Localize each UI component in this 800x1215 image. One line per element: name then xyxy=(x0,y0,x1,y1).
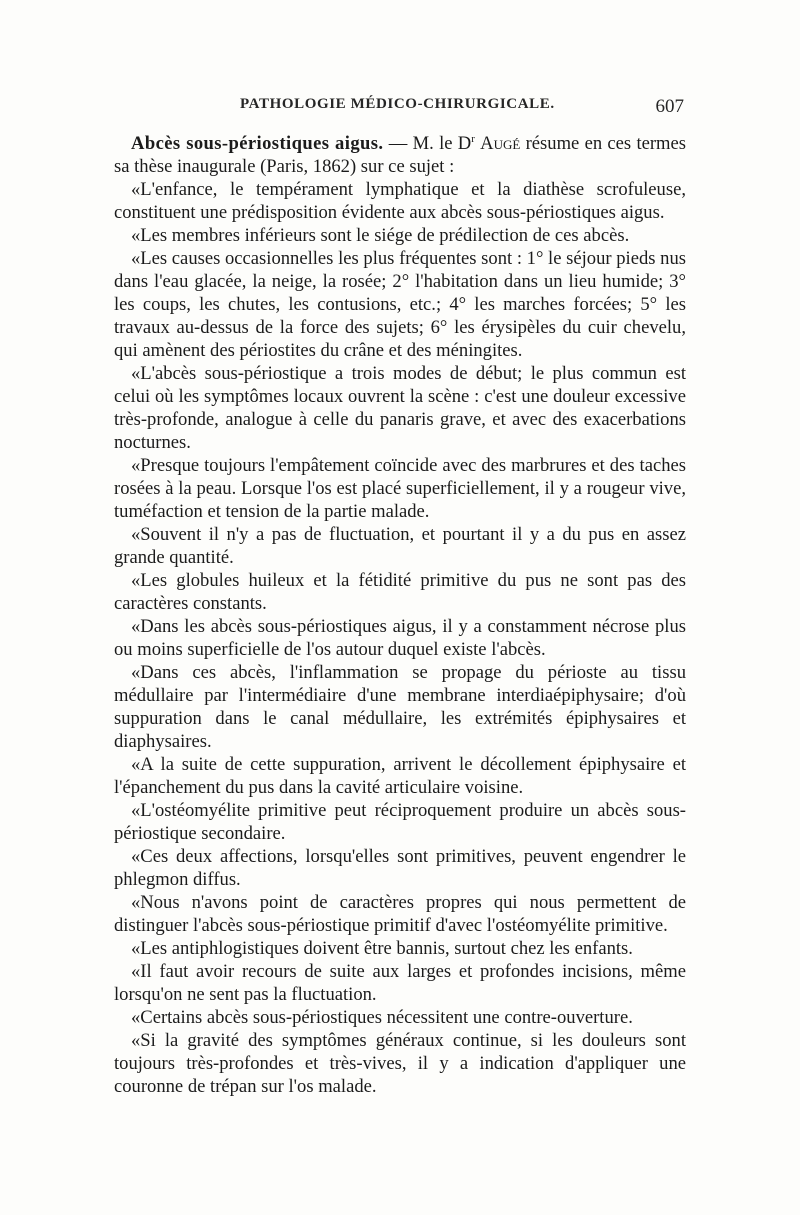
body-text xyxy=(114,128,686,1098)
paragraph-2: «Les membres inférieurs sont le siége de prédilection de ces abcès. xyxy=(131,225,630,247)
intro-after-name: résume en ces termes sa thèse inaugurale (Paris, 1862) sur ce sujet : xyxy=(114,133,687,178)
author-name: Augé xyxy=(480,133,521,155)
paragraph-1: «L'enfance, le tempérament lymphatique et la diathèse scrofuleuse, constituent une prédisposition évidente aux abcès sous-périostiques aigus. xyxy=(114,179,686,224)
paragraph-7: «Les globules huileux et la fétidité primitive du pus ne sont pas des caractères constants. xyxy=(114,570,686,615)
paragraph-14: «Les antiphlogistiques doivent être bannis, surtout chez les enfants. xyxy=(131,938,633,960)
paragraph-3: «Les causes occasionnelles les plus fréquentes sont : 1° le séjour pieds nus dans l'eau glacée, la neige, la rosée; 2° l'habitation dans un lieu humide; 3° les coups, les chutes, les contusions, etc.; 4° les marches forcées; 5° les travaux au-dessus de la force des sujets; 6° les érysipèles du cuir chevelu, qui amènent des périostites du crâne et des méningites. xyxy=(114,248,686,362)
page-number: 607 xyxy=(655,96,684,117)
paragraph-12: «Ces deux affections, lorsqu'elles sont primitives, peuvent engendrer le phlegmon diffus. xyxy=(114,846,686,891)
paragraph-15: «Il faut avoir recours de suite aux larges et profondes incisions, même lorsqu'on ne sent pas la fluctuation. xyxy=(114,961,686,1006)
page-header xyxy=(112,96,684,122)
paragraph-13: «Nous n'avons point de caractères propres qui nous permettent de distinguer l'abcès sous-périostique primitif d'avec l'ostéomyélite primitive. xyxy=(114,892,686,937)
article-intro-paragraph xyxy=(114,128,686,178)
paragraph-8: «Dans les abcès sous-périostiques aigus, il y a constamment nécrose plus ou moins superficielle de l'os autour duquel existe l'abcès. xyxy=(114,616,686,661)
paragraph-6: «Souvent il n'y a pas de fluctuation, et pourtant il y a du pus en assez grande quantité. xyxy=(114,524,686,569)
paragraph-10: «A la suite de cette suppuration, arrivent le décollement épiphysaire et l'épanchement du pus dans la cavité articulaire voisine. xyxy=(114,754,686,799)
article-title: Abcès sous-périostiques aigus. xyxy=(131,133,384,155)
paragraph-4: «L'abcès sous-périostique a trois modes de début; le plus commun est celui où les symptômes locaux ouvrent la scène : c'est une douleur excessive très-profonde, analogue à celle du panaris grave, et avec des exacerbations nocturnes. xyxy=(114,363,686,454)
intro-before-name: — M. le D xyxy=(383,133,472,155)
paragraph-16: «Certains abcès sous-périostiques nécessitent une contre-ouverture. xyxy=(131,1007,633,1029)
paragraph-11: «L'ostéomyélite primitive peut réciproquement produire un abcès sous-périostique secondaire. xyxy=(114,800,686,845)
paragraph-9: «Dans ces abcès, l'inflammation se propage du périoste au tissu médullaire par l'intermédiaire d'une membrane interdiaépiphysaire; d'où suppuration dans le canal médullaire, les extrémités épiphysaires et diaphysaires. xyxy=(114,662,686,753)
paragraph-17: «Si la gravité des symptômes généraux continue, si les douleurs sont toujours très-profondes et très-vives, il y a indication d'appliquer une couronne de trépan sur l'os malade. xyxy=(114,1030,686,1098)
running-head: PATHOLOGIE MÉDICO-CHIRURGICALE. xyxy=(240,96,555,112)
paragraph-5: «Presque toujours l'empâtement coïncide avec des marbrures et des taches rosées à la peau. Lorsque l'os est placé superficiellement, il y a rougeur vive, tuméfaction et tension de la partie malade. xyxy=(114,455,686,523)
dr-superscript: r xyxy=(471,133,475,145)
